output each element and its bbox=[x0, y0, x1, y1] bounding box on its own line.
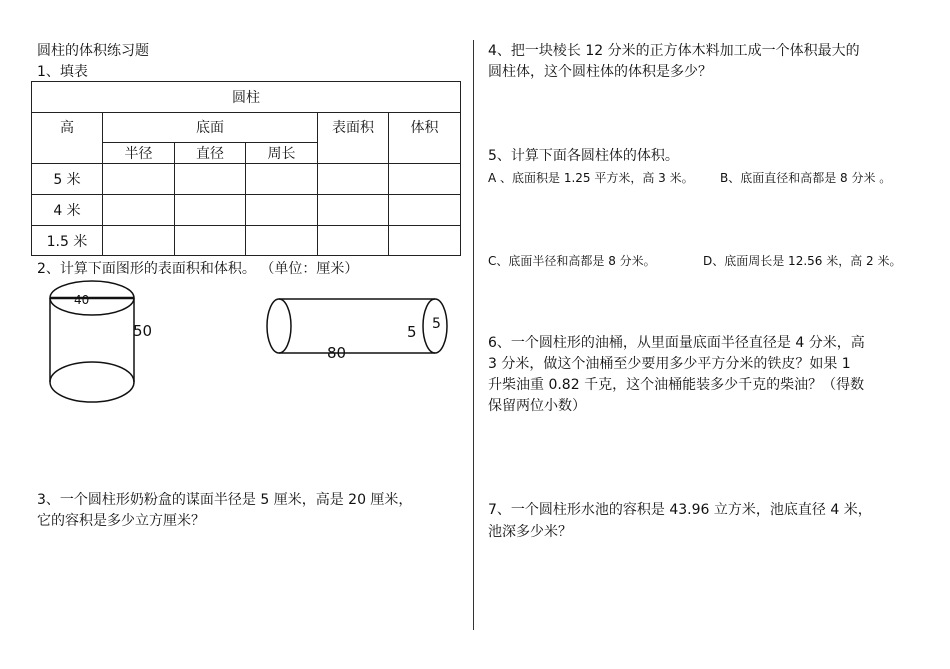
column-divider bbox=[473, 40, 474, 630]
question-2-text: 2、计算下面图形的表面积和体积。 （单位：厘米） bbox=[37, 261, 359, 277]
table-cell bbox=[175, 195, 246, 226]
question-7-line-2: 池深多少米？ bbox=[488, 524, 572, 540]
diameter-label: 40 bbox=[74, 293, 90, 307]
table-cell bbox=[103, 226, 175, 256]
lying-cylinder-figure bbox=[0, 0, 1, 1]
table-row-height-value: 4 米 bbox=[32, 195, 103, 226]
worksheet-title: 圆柱的体积练习题 bbox=[37, 43, 149, 59]
table-row bbox=[32, 226, 461, 256]
question-5-part-d: D、底面周长是 12.56 米，高 2 米。 bbox=[703, 254, 902, 268]
question-5-part-a: A 、底面积是 1.25 平方米，高 3 米。 bbox=[488, 171, 694, 185]
fill-in-table bbox=[31, 81, 461, 256]
table-cell bbox=[103, 164, 175, 195]
table-cell bbox=[389, 195, 461, 226]
table-cell bbox=[175, 226, 246, 256]
table-row-height-value: 5 米 bbox=[32, 164, 103, 195]
question-4-line-1: 4、把一块棱长 12 分米的正方体木料加工成一个体积最大的 bbox=[488, 43, 860, 59]
table-header-base: 底面 bbox=[103, 113, 318, 143]
question-5-part-b: B、底面直径和高都是 8 分米 。 bbox=[720, 171, 892, 185]
end-diameter-label: 5 bbox=[432, 316, 441, 332]
table-cell bbox=[246, 164, 318, 195]
table-cell bbox=[389, 164, 461, 195]
table-header-surface-area: 表面积 bbox=[318, 113, 389, 164]
table-cell bbox=[389, 226, 461, 256]
question-6-line-4: 保留两位小数） bbox=[488, 398, 586, 414]
question-5-text: 5、计算下面各圆柱体的体积。 bbox=[488, 148, 679, 164]
table-cell bbox=[175, 164, 246, 195]
table-cell bbox=[318, 164, 389, 195]
question-3-line-1: 3、一个圆柱形奶粉盒的谋面半径是 5 厘米，高是 20 厘米， bbox=[37, 492, 413, 508]
question-5-part-c: C、底面半径和高都是 8 分米。 bbox=[488, 254, 656, 268]
question-6-line-3: 升柴油重 0.82 千克，这个油桶能装多少千克的柴油？（得数 bbox=[488, 377, 865, 393]
table-subheader-radius: 半径 bbox=[103, 143, 175, 164]
height-label: 50 bbox=[133, 322, 153, 340]
question-1-label: 1、填表 bbox=[37, 64, 88, 80]
table-subheader-circumference: 周长 bbox=[246, 143, 318, 164]
question-6-line-1: 6、一个圆柱形的油桶，从里面量底面半径直径是 4 分米，高 bbox=[488, 335, 865, 351]
table-cell bbox=[318, 195, 389, 226]
table-header-height: 高 bbox=[32, 113, 103, 164]
radius-label: 5 bbox=[407, 323, 417, 341]
question-3-line-2: 它的容积是多少立方厘米？ bbox=[37, 513, 205, 529]
length-label: 80 bbox=[327, 344, 347, 362]
table-cell bbox=[246, 226, 318, 256]
question-4-line-2: 圆柱体，这个圆柱体的体积是多少？ bbox=[488, 64, 712, 80]
table-row-height-value: 1.5 米 bbox=[32, 226, 103, 256]
cylinder-bottom-ellipse bbox=[50, 362, 134, 402]
question-6-line-2: 3 分米，做这个油桶至少要用多少平方分米的铁皮？如果 1 bbox=[488, 356, 851, 372]
table-row bbox=[32, 195, 461, 226]
lying-cylinder-left-ellipse bbox=[267, 299, 291, 353]
table-header-volume: 体积 bbox=[389, 113, 461, 164]
table-row bbox=[32, 164, 461, 195]
table-header-cylinder: 圆柱 bbox=[32, 82, 461, 113]
table-cell bbox=[246, 195, 318, 226]
table-subheader-diameter: 直径 bbox=[175, 143, 246, 164]
table-cell bbox=[318, 226, 389, 256]
table-cell bbox=[103, 195, 175, 226]
question-7-line-1: 7、一个圆柱形水池的容积是 43.96 立方米，池底直径 4 米， bbox=[488, 502, 872, 518]
